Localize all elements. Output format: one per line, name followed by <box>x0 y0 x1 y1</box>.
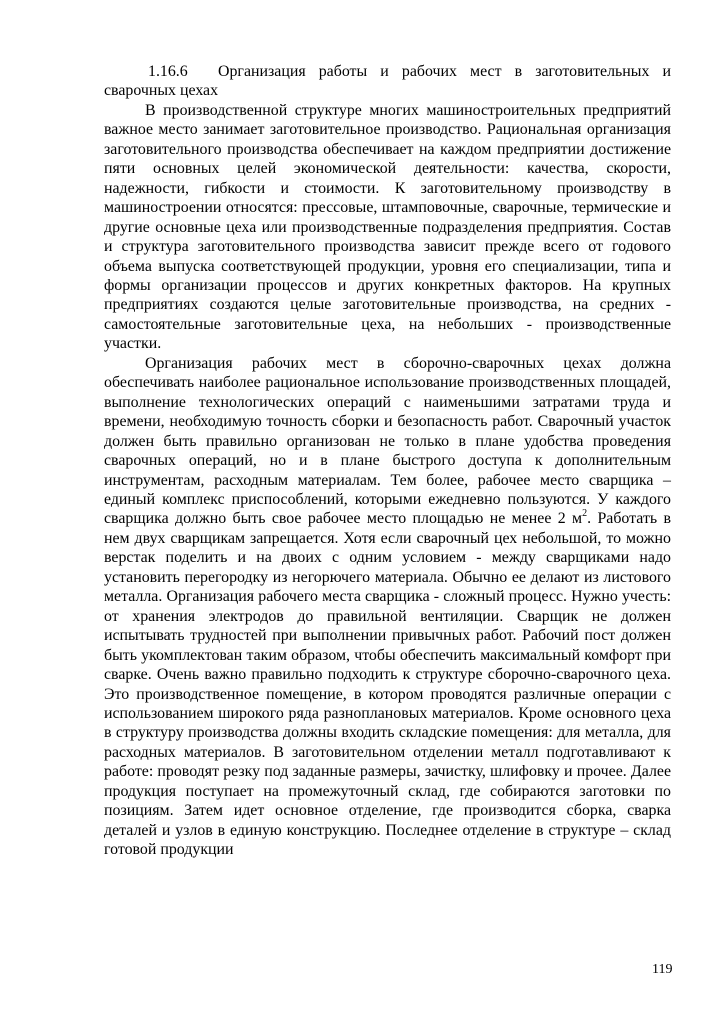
paragraph-2-text-end: . Работать в нем двух сварщикам запрещается. Хотя если сварочный цех небольшой, то можно верстак поделить и на двоих с одним условием - между сварщиками надо установить перегородку из негорючего материала. Обычно ее делают из листового металла. Организация рабочего места сварщика - сложный процесс. Нужно учесть: от хранения электродов до правильной вентиляции. Сварщик не должен испытывать трудностей при выполнении привычных работ. Рабочий пост должен быть укомплектован таким образом, чтобы обеспечить максимальный комфорт при сварке. Очень важно правильно подходить к структуре сборочно-сварочного цеха. Это производственное помещение, в котором проводятся различные операции с использованием широкого ряда разноплановых материалов. Кроме основного цеха в структуру производства должны входить складские помещения: для металла, для расходных материалов. В заготовительном отделении металл подготавливают к работе: проводят резку под заданные размеры, зачистку, шлифовку и прочее. Далее продукция поступает на промежуточный склад, где собираются заготовки по позициям. Затем идет основное отделение, где производится сборка, сварка деталей и узлов в единую конструкцию. Последнее отделение в структуре – склад готовой продукции <box>104 510 672 859</box>
section-number: 1.16.6 <box>148 63 188 80</box>
superscript-square: 2 <box>582 508 588 520</box>
page-number: 119 <box>652 962 673 977</box>
paragraph-2 <box>104 354 671 860</box>
page-content <box>104 62 671 860</box>
section-heading <box>104 62 671 101</box>
section-title: Организация работы и рабочих мест в заготовительных и сварочных цехах <box>104 63 671 100</box>
paragraph-2-text-start: Организация рабочих мест в сборочно-сварочных цехах должна обеспечивать наиболее рациональное использование производственных площадей, выполнение технологических операций с наименьшими затратами труда и времени, необходимую точность сборки и безопасность работ. Сварочный участок должен быть правильно организован не только в плане удобства проведения сварочных операций, но и в плане быстрого доступа к дополнительным инструментам, расходным материалам. Тем более, рабочее место сварщика – единый комплекс приспособлений, которыми ежедневно пользуются. У каждого сварщика должно быть свое рабочее место площадью не менее 2 м <box>104 354 671 528</box>
paragraph-1: В производственной структуре многих машиностроительных предприятий важное место занимает заготовительное производство. Рациональная организация заготовительного производства обеспечивает на каждом предприятии достижение пяти основных целей экономической деятельности: качества, скорости, надежности, гибкости и стоимости. К заготовительному производству в машиностроении относятся: прессовые, штамповочные, сварочные, термические и другие основные цеха или производственные подразделения предприятия. Состав и структура заготовительного производства зависит прежде всего от годового объема выпуска соответствующей продукции, уровня его специализации, типа и формы организации процессов и других конкретных факторов. На крупных предприятиях создаются целые заготовительные производства, на средних - самостоятельные заготовительные цеха, на небольших - производственные участки. <box>104 101 671 353</box>
